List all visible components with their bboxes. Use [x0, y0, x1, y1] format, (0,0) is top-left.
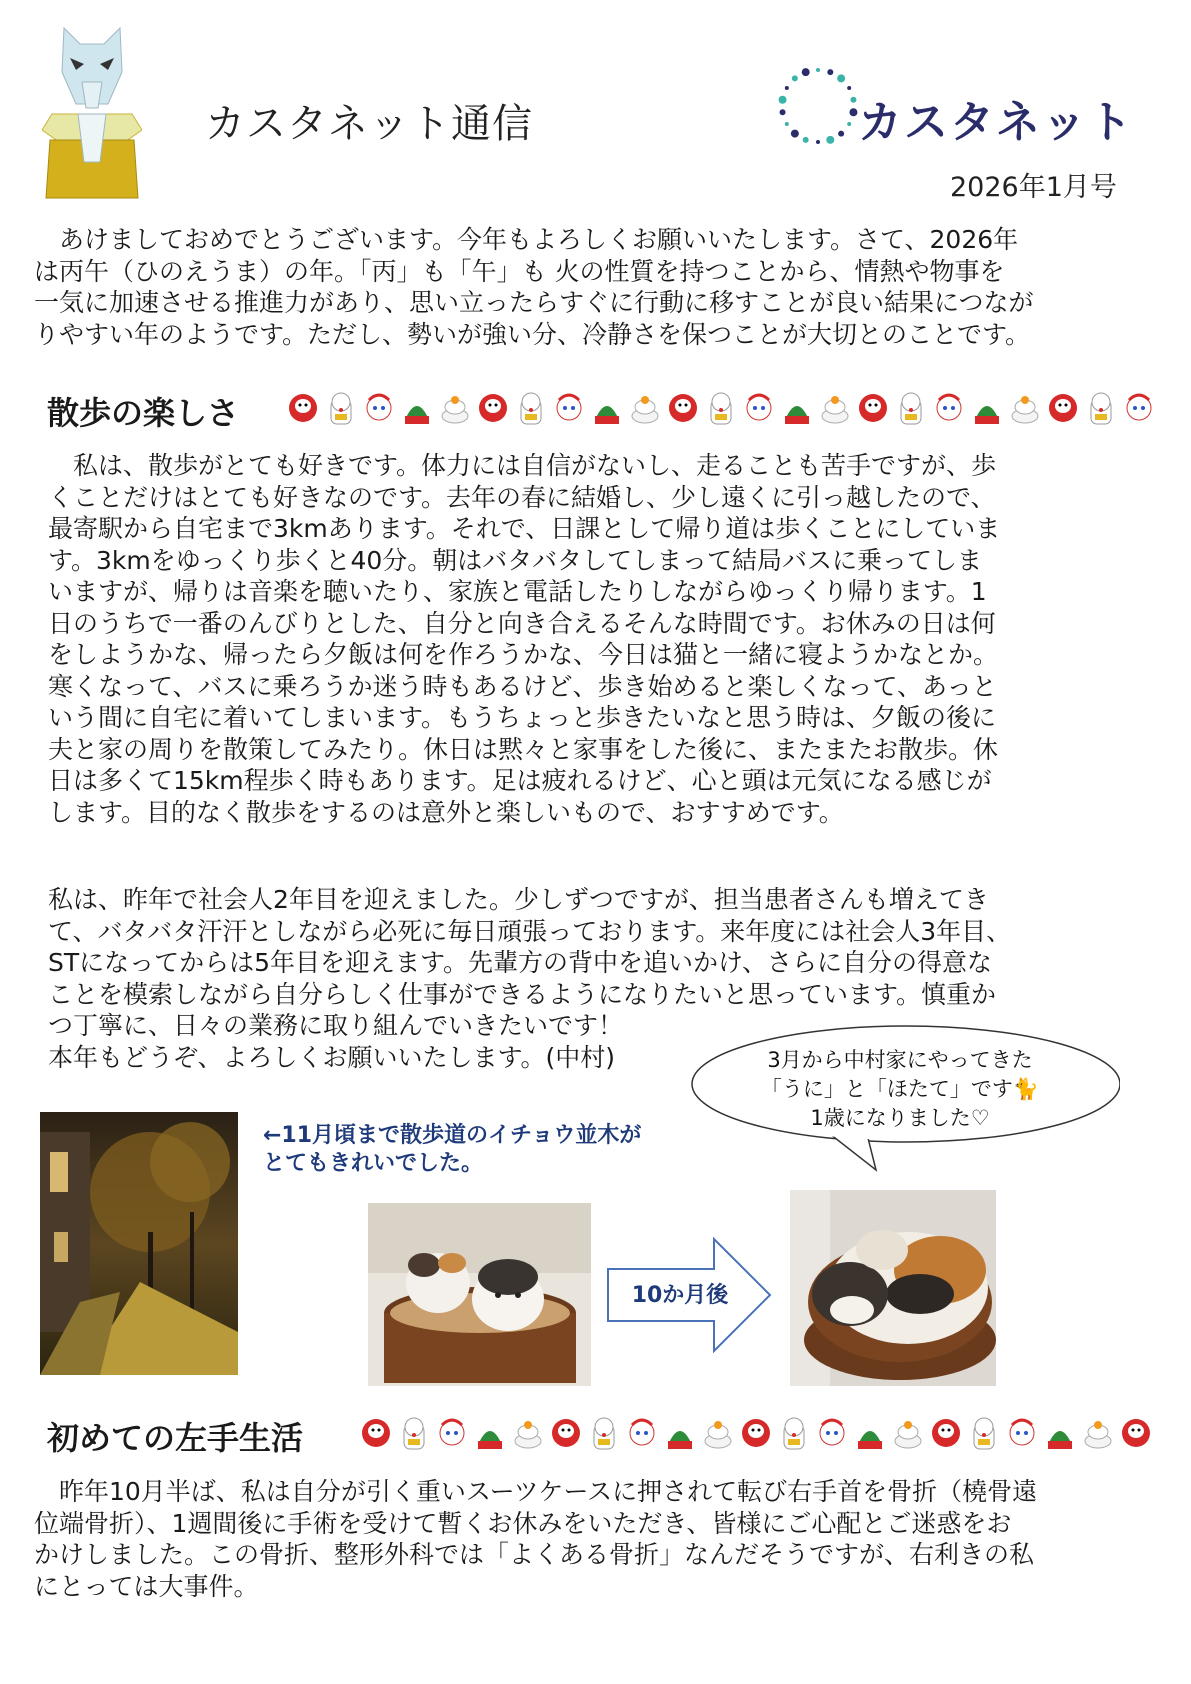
daruma-icon	[479, 394, 507, 422]
mochi-icon	[1085, 1421, 1111, 1448]
kadomatsu-icon	[405, 406, 429, 424]
career-paragraph: 私は、昨年で社会人2年目を迎えました。少しずつですが、担当患者さんも増えてき て、バタバタ汗汗としながら必死に毎日頑張っております。来年度には社会人3年目、 STになってからは5年目を迎えます。先輩方の背中を追いかけ、さらに自分の得意な ことを模索しながら自分らしく仕事ができるようになりたいと思っています。慎重か つ丁寧に、日々の業務に取り組んでいきたいです！ 本年もどうぞ、よろしくお願いいたします。(中村)	[48, 885, 1012, 1072]
lucky-cat-icon	[711, 393, 731, 424]
lucky-cat-icon	[331, 393, 351, 424]
logo-dot	[785, 86, 789, 90]
kittens-photo	[368, 1203, 591, 1386]
logo-dot	[792, 75, 798, 81]
lucky-cat-icon	[521, 393, 541, 424]
ginkgo-caption: ←11月頃まで散歩道のイチョウ並木が とてもきれいでした。	[263, 1123, 642, 1176]
walking-paragraph: 私は、散歩がとても好きです。体力には自信がないし、走ることも苦手ですが、歩 くことだけはとても好きなのです。去年の春に結婚し、少し遠くに引っ越したので、 最寄駅から自宅まで3kmあります。それで、日課として帰り道は歩くことにしていま す。3kmをゆっくり歩くと40分。朝はバタバタしてしまって結局バスに乗ってしま いますが、帰りは音楽を聴いたり、家族と電話したりしながらゆっくり帰ります。1 日のうちで一番のんびりとした、自分と向き合えるそんな時間です。お休みの日は何 をしようかな、帰ったら夕飯は何を作ろうかな、今日は猫と一緒に寝ようかなとか。 寒くなって、バスに乗ろうか迷う時もあるけど、歩き始めると楽しくなって、あっと いう間に自宅に着いてしまいます。もうちょっと歩きたいなと思う時は、夕飯の後に 夫と家の周りを散策してみたり。休日は黙々と家事をした後に、またまたお散歩。休 日は多くて15km程歩く時もあります。足は疲れるけど、心と頭は元気になる感じが します。目的なく散歩をするのは意外と楽しいもので、おすすめです。	[48, 451, 1001, 827]
mochi-icon	[442, 396, 468, 423]
intro-paragraph: あけましておめでとうございます。今年もよろしくお願いいたします。さて、2026年 は丙午（ひのえうま）の年。「丙」も「午」も 火の性質を持つことから、情熱や物事を 一気に加速させる推進力があり、思い立ったらすぐに行動に移すことが良い結果につなが りやすい年のようです。ただし、勢いが強い分、冷静さを保つことが大切とのことです。	[34, 225, 1034, 349]
logo-dot	[827, 69, 833, 75]
issue-date: 2026年1月号	[950, 172, 1117, 203]
shishi-icon	[1010, 1420, 1034, 1445]
kadomatsu-icon	[785, 406, 809, 424]
logo-dot	[779, 96, 787, 104]
kadomatsu-icon	[595, 406, 619, 424]
cats-bubble-text: 3月から中村家にやってきた 「うに」と「ほたて」です🐈 1歳になりました♡	[760, 1048, 1040, 1130]
mochi-icon	[515, 1421, 541, 1448]
mochi-icon	[895, 1421, 921, 1448]
daruma-icon	[669, 394, 697, 422]
logo-dot	[850, 97, 856, 103]
kadomatsu-icon	[478, 1431, 502, 1449]
logo-dot	[802, 68, 810, 76]
logo-dot	[837, 74, 845, 82]
logo-dot	[816, 68, 820, 72]
daruma-icon	[289, 394, 317, 422]
daruma-icon	[742, 1419, 770, 1447]
mochi-icon	[632, 396, 658, 423]
logo-dot	[849, 108, 857, 116]
lucky-cat-icon	[974, 1418, 994, 1449]
lucky-cat-icon	[784, 1418, 804, 1449]
lucky-cat-icon	[1091, 393, 1111, 424]
lucky-cat-icon	[901, 393, 921, 424]
shishi-icon	[1127, 395, 1151, 420]
kadomatsu-icon	[1048, 1431, 1072, 1449]
logo-dot	[803, 137, 809, 143]
grown-cats-photo	[790, 1190, 996, 1386]
shishi-icon	[557, 395, 581, 420]
daruma-icon	[362, 1419, 390, 1447]
mochi-icon	[1012, 396, 1038, 423]
logo-dot	[816, 140, 820, 144]
mochi-icon	[822, 396, 848, 423]
logo-dot	[791, 130, 799, 138]
newsletter-title: カスタネット通信	[205, 101, 533, 147]
logo-dot	[826, 136, 834, 144]
left-hand-paragraph: 昨年10月半ば、私は自分が引く重いスーツケースに押されて転び右手首を骨折（橈骨遠 位端骨折）、1週間後に手術を受けて暫くお休みをいただき、皆様にご心配とご迷惑をお かけしました。この骨折、整形外科では「よくある骨折」なんだそうですが、右利きの私 にとっては大事件。	[34, 1477, 1038, 1601]
shishi-icon	[820, 1420, 844, 1445]
section-heading-walking: 散歩の楽しさ	[47, 394, 240, 432]
origami-horse-mascot-image	[42, 22, 142, 202]
logo-dot	[847, 86, 851, 90]
shishi-icon	[367, 395, 391, 420]
logo-dot	[847, 122, 851, 126]
mochi-icon	[705, 1421, 731, 1448]
shishi-icon	[747, 395, 771, 420]
lucky-cat-icon	[594, 1418, 614, 1449]
daruma-icon	[1122, 1419, 1150, 1447]
kadomatsu-icon	[858, 1431, 882, 1449]
logo-dot	[785, 122, 789, 126]
ginkgo-street-photo	[40, 1112, 238, 1375]
ten-months-label: 10か月後	[631, 1283, 729, 1308]
new-year-decoration-border	[283, 386, 1163, 428]
daruma-icon	[1049, 394, 1077, 422]
daruma-icon	[552, 1419, 580, 1447]
daruma-icon	[932, 1419, 960, 1447]
logo-dot	[780, 109, 786, 115]
castanet-logo-text: カスタネット	[858, 97, 1134, 148]
shishi-icon	[630, 1420, 654, 1445]
daruma-icon	[859, 394, 887, 422]
new-year-decoration-border-2	[356, 1411, 1166, 1453]
shishi-icon	[937, 395, 961, 420]
section-heading-left-hand: 初めての左手生活	[47, 1419, 304, 1457]
castanet-logo-dots	[770, 58, 866, 154]
kadomatsu-icon	[975, 406, 999, 424]
lucky-cat-icon	[404, 1418, 424, 1449]
kadomatsu-icon	[668, 1431, 692, 1449]
shishi-icon	[440, 1420, 464, 1445]
logo-dot	[838, 131, 844, 137]
